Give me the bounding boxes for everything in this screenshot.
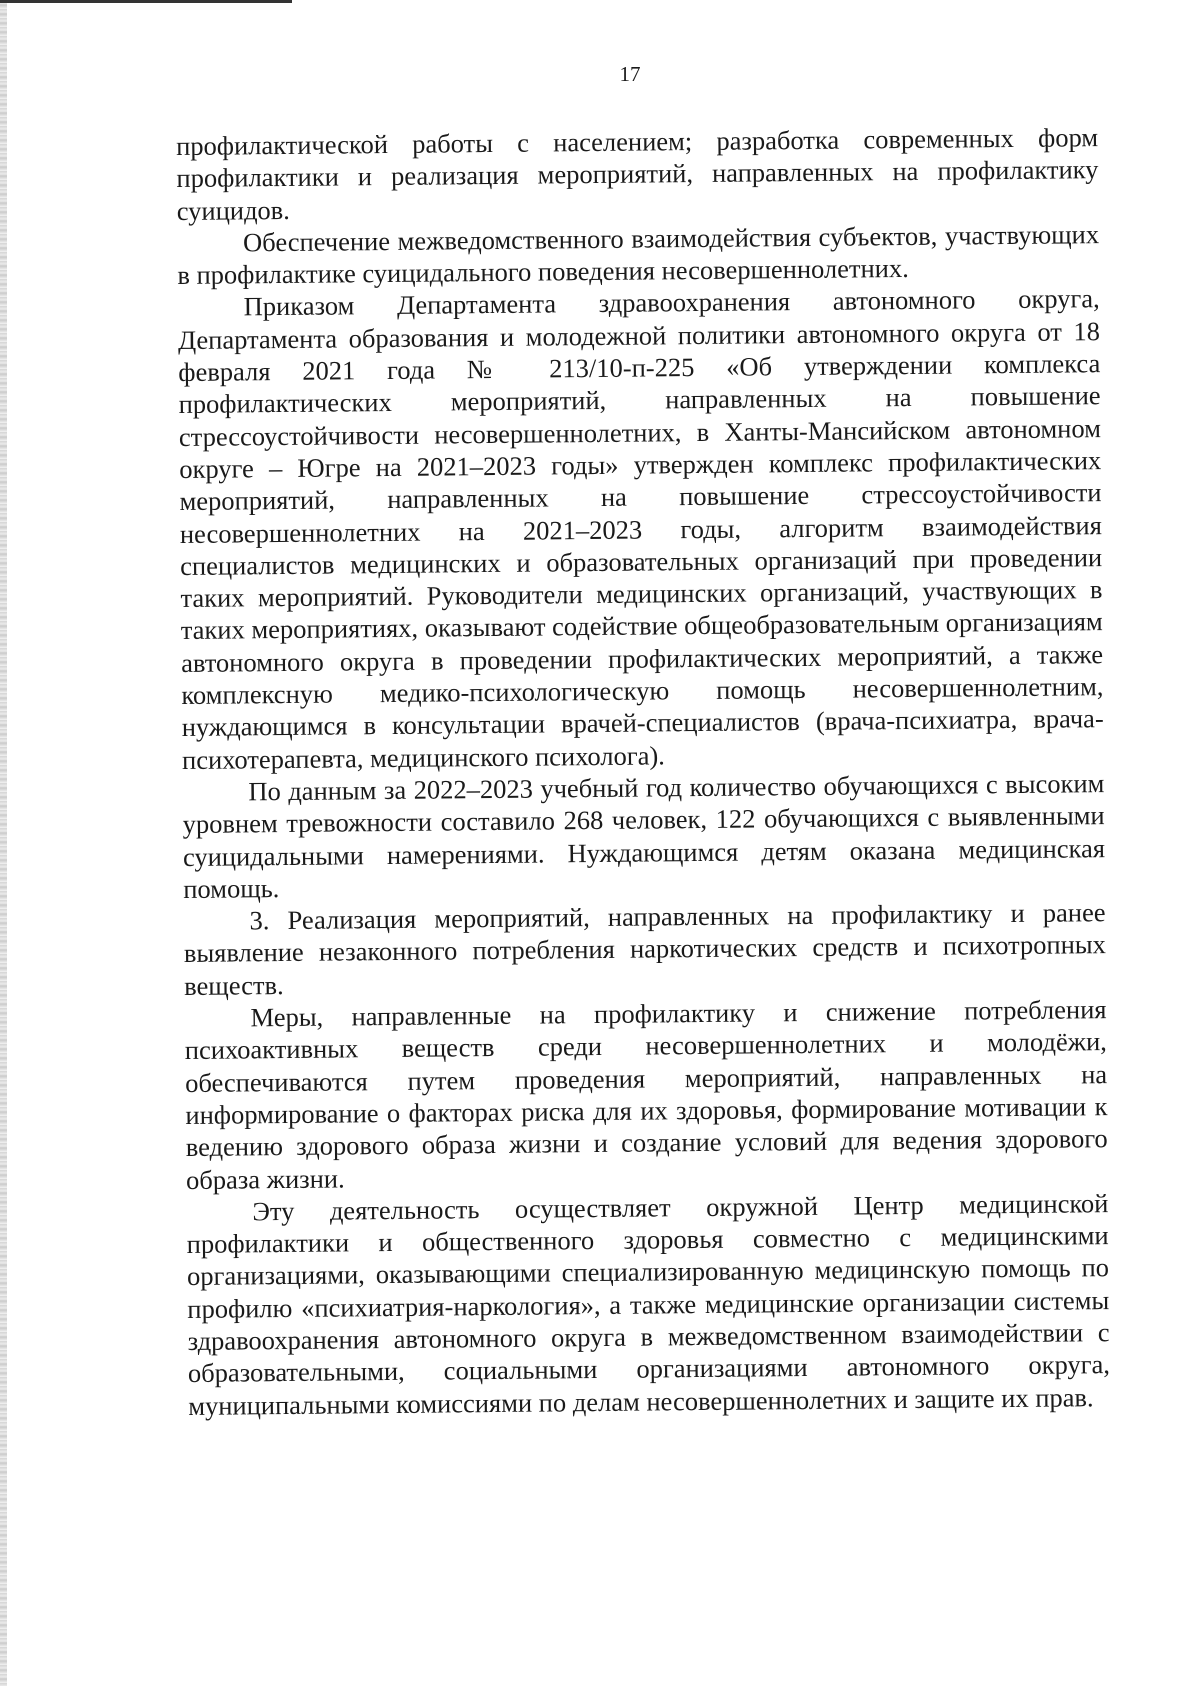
paragraph-measures: Меры, направленные на профилактику и снижение потребления психоактивных веществ среди несовершеннолетних и молодёжи, обеспечиваются путем проведения мероприятий, направленных на информирование о факторах риска для их здоровья, формирование мотивации к ведению здорового образа жизни и создание условий для ведения здорового образа жизни. [184, 994, 1108, 1195]
scan-edge [0, 0, 7, 1686]
page-number: 17 [619, 62, 641, 86]
paragraph-statistics: По данным за 2022–2023 учебный год количество обучающихся с высоким уровнем тревожности составило 268 человек, 122 обучающихся с выявленными суицидальными намерениями. Нуждающимся детям оказана медицинская помощь. [182, 768, 1106, 904]
section-heading-3: 3. Реализация мероприятий, направленных на профилактику и ранее выявление незаконного потребления наркотических средств и психотропных веществ. [183, 897, 1107, 1001]
document-body [176, 121, 1110, 1422]
scan-top-line [0, 0, 292, 3]
paragraph-center: Эту деятельность осуществляет окружной Центр медицинской профилактики и общественного здоровья совместно с медицинскими организациями, оказывающими специализированную медицинскую помощь по профилю «психиатрия-наркология», а также медицинские организации системы здравоохранения автономного округа в межведомственном взаимодействии с образовательными, социальными организациями автономного округа, муниципальными комиссиями по делам несовершеннолетних и защите их прав. [186, 1187, 1111, 1421]
paragraph-interagency: Обеспечение межведомственного взаимодействия субъектов, участвующих в профилактике суицидального поведения несовершеннолетних. [177, 219, 1100, 291]
paragraph-continuation: профилактической работы с населением; разработка современных форм профилактики и реализация мероприятий, направленных на профилактику суицидов. [176, 122, 1099, 226]
paragraph-order: Приказом Департамента здравоохранения автономного округа, Департамента образования и молодежной политики автономного округа от 18 февраля 2021 года № 213/10-п-225 «Об утверждении комплекса профилактических мероприятий, направленных на повышение стрессоустойчивости несовершеннолетних, в Ханты-Мансийском автономном округе – Югре на 2021–2023 годы» утвержден комплекс профилактических мероприятий, направленных на повышение стрессоустойчивости несовершеннолетних на 2021–2023 годы, алгоритм взаимодействия специалистов медицинских и образовательных организаций при проведении таких мероприятий. Руководители медицинских организаций, участвующих в таких мероприятиях, оказывают содействие общеобразовательным организациям автономного округа в проведении профилактических мероприятий, а также комплексную медико-психологическую помощь несовершеннолетним, нуждающимся в консультации врачей-специалистов (врача-психиатра, врача-психотерапевта, медицинского психолога). [177, 283, 1104, 775]
